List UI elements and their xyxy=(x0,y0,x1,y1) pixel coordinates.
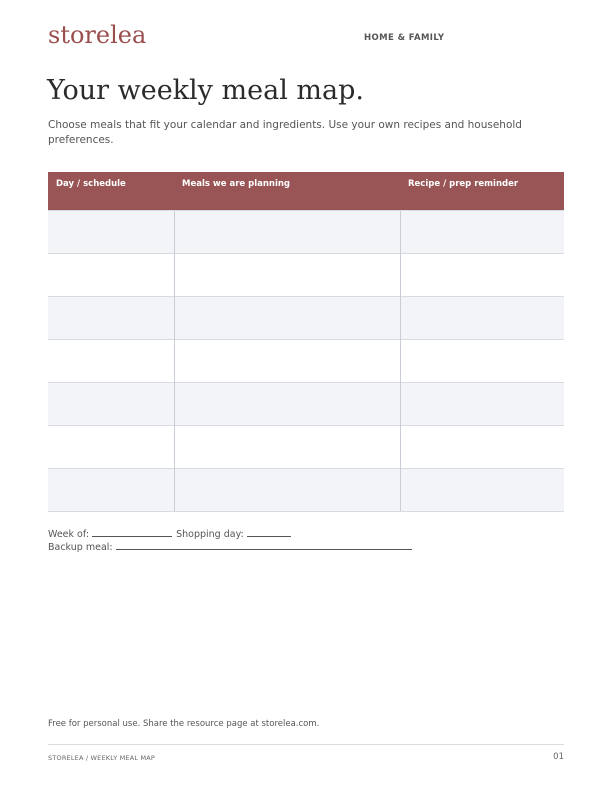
page-title: Your weekly meal map. xyxy=(47,75,364,106)
meal-cell[interactable] xyxy=(174,468,400,511)
day-cell[interactable] xyxy=(48,253,174,296)
week-of-label: Week of: xyxy=(48,529,90,540)
recipe-cell[interactable] xyxy=(400,210,564,253)
column-header-day: Day / schedule xyxy=(48,172,174,210)
footer-label: STORELEA / WEEKLY MEAL MAP xyxy=(48,754,156,762)
day-cell[interactable] xyxy=(48,210,174,253)
page-number: 01 xyxy=(553,752,564,762)
footer-divider xyxy=(48,744,564,745)
recipe-cell[interactable] xyxy=(400,339,564,382)
table-row xyxy=(48,468,564,511)
recipe-cell[interactable] xyxy=(400,253,564,296)
column-header-recipe: Recipe / prep reminder xyxy=(400,172,564,210)
backup-meal-line xyxy=(48,540,416,554)
table-row xyxy=(48,296,564,339)
usage-note: Free for personal use. Share the resource page at storelea.com. xyxy=(48,719,320,729)
week-of-blank[interactable] xyxy=(92,527,172,537)
brand-logo: storelea xyxy=(48,21,147,49)
shopping-day-blank[interactable] xyxy=(247,527,291,537)
day-cell[interactable] xyxy=(48,339,174,382)
intro-text: Choose meals that fit your calendar and ingredients. Use your own recipes and household preferences. xyxy=(48,119,522,146)
recipe-cell[interactable] xyxy=(400,296,564,339)
table-row xyxy=(48,339,564,382)
section-tag: HOME & FAMILY xyxy=(364,33,445,43)
column-header-meals: Meals we are planning xyxy=(174,172,400,210)
day-cell[interactable] xyxy=(48,296,174,339)
meal-cell[interactable] xyxy=(174,253,400,296)
backup-meal-blank[interactable] xyxy=(116,540,412,550)
meal-cell[interactable] xyxy=(174,210,400,253)
table-row xyxy=(48,253,564,296)
day-cell[interactable] xyxy=(48,468,174,511)
table-header-row xyxy=(48,172,564,210)
meal-cell[interactable] xyxy=(174,296,400,339)
meal-cell[interactable] xyxy=(174,339,400,382)
table-row xyxy=(48,210,564,253)
day-cell[interactable] xyxy=(48,382,174,425)
backup-meal-label: Backup meal: xyxy=(48,542,113,553)
recipe-cell[interactable] xyxy=(400,425,564,468)
recipe-cell[interactable] xyxy=(400,382,564,425)
table-row xyxy=(48,425,564,468)
recipe-cell[interactable] xyxy=(400,468,564,511)
meal-cell[interactable] xyxy=(174,425,400,468)
shopping-day-label: Shopping day: xyxy=(176,529,244,540)
day-cell[interactable] xyxy=(48,425,174,468)
week-shopping-line xyxy=(48,527,295,541)
meal-plan-table xyxy=(48,172,564,512)
meal-cell[interactable] xyxy=(174,382,400,425)
table-row xyxy=(48,382,564,425)
